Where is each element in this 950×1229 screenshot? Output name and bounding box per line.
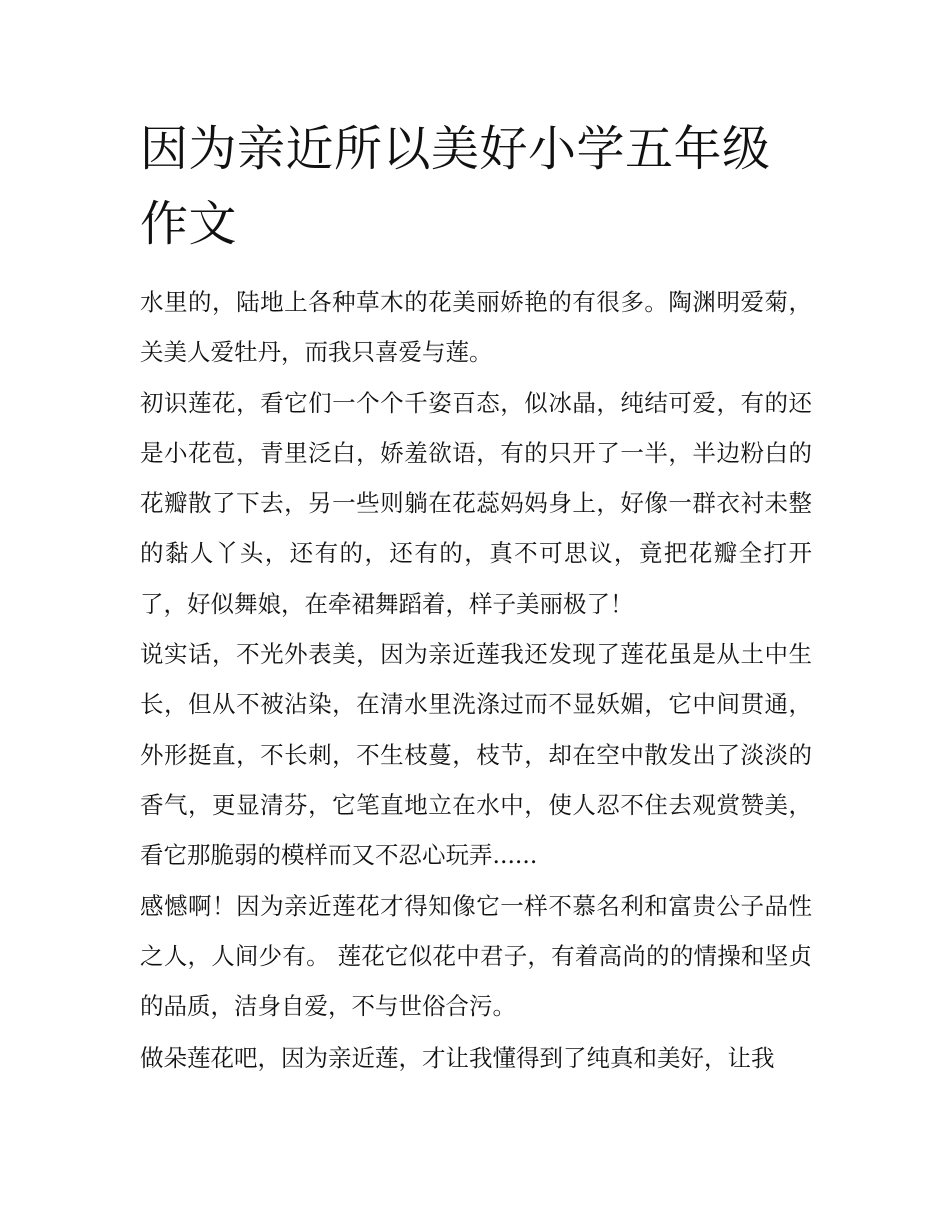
paragraph-first-impression: 初识莲花，看它们一个个千姿百态，似冰晶，纯结可爱，有的还是小花苞，青里泛白，娇羞欲语，有的只开了一半，半边粉白的花瓣散了下去，另一些则躺在花蕊妈妈身上，好像一群衣衬未整的黏人丫头，还有的，还有的，真不可思议，竟把花瓣全打开了，好似舞娘，在牵裙舞蹈着，样子美丽极了！ [140,388,812,618]
document-body [140,277,812,1084]
paragraph-reflection: 感憾啊！因为亲近莲花才得知像它一样不慕名利和富贵公子品性之人，人间少有。 莲花它似花中君子，有着高尚的的情操和坚贞的品质，洁身自爱，不与世俗合污。 [140,891,812,1021]
paragraph-conclusion: 做朵莲花吧，因为亲近莲，才让我懂得到了纯真和美好，让我 [140,1044,775,1073]
paragraph-intro: 水里的，陆地上各种草木的花美丽娇艳的有很多。陶渊明爱菊，关美人爱牡丹，而我只喜爱与莲。 [140,288,812,367]
paragraph-discovery: 说实话，不光外表美，因为亲近莲我还发现了莲花虽是从土中生长，但从不被沾染，在清水里洗涤过而不显妖媚，它中间贯通，外形挺直，不长刺，不生枝蔓，枝节，却在空中散发出了淡淡的香气，更显清芬，它笔直地立在水中，使人忍不住去观赏赞美，看它那脆弱的模样而又不忍心玩弄...... [140,640,812,870]
document-title: 因为亲近所以美好小学五年级作文 [140,121,771,252]
